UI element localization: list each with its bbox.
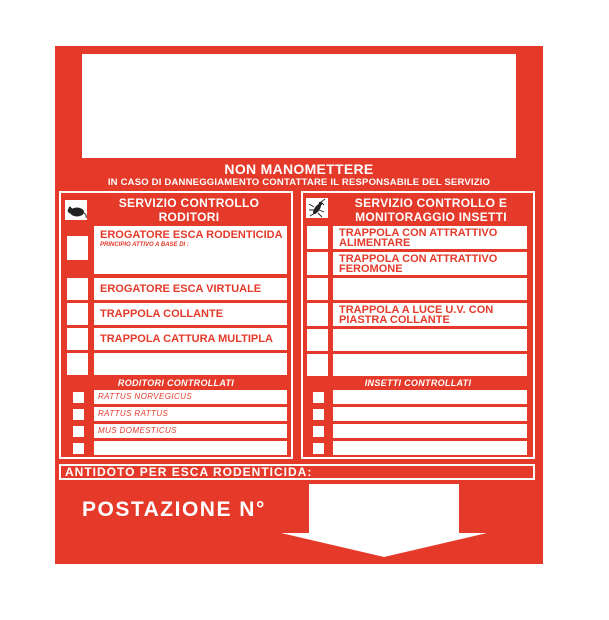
insect-row-1 xyxy=(333,226,527,249)
antidote-label: ANTIDOTO PER ESCA RODENTICIDA: xyxy=(65,465,313,479)
insect-section-title: INSETTI CONTROLLATI xyxy=(364,378,472,388)
rodent-checkbox-4[interactable] xyxy=(67,328,88,350)
species-3-label: MUS DOMESTICUS xyxy=(98,426,177,435)
insect-icon-box xyxy=(306,198,328,218)
sign-title: NON MANOMETTERE xyxy=(224,161,374,177)
insect-species-row-4 xyxy=(333,441,527,455)
station-number-field[interactable] xyxy=(309,484,459,534)
insect-row-2-line2: FEROMONE xyxy=(339,263,403,275)
sign-subtitle: IN CASO DI DANNEGGIAMENTO CONTATTARE IL RESPONSABILE DEL SERVIZIO xyxy=(107,177,491,188)
species-checkbox-2[interactable] xyxy=(73,409,84,420)
rodent-checkbox-5[interactable] xyxy=(67,353,88,375)
rodent-checkbox-3[interactable] xyxy=(67,303,88,325)
species-checkbox-3[interactable] xyxy=(73,426,84,437)
rodent-header-line2: RODITORI xyxy=(158,210,220,224)
insect-species-checkbox-2[interactable] xyxy=(313,409,324,420)
insect-checkbox-6[interactable] xyxy=(307,354,328,376)
insect-checkbox-3[interactable] xyxy=(307,278,328,300)
insect-row-4-line2: PIASTRA COLLANTE xyxy=(339,314,450,326)
pest-control-sign xyxy=(55,46,543,564)
insect-checkbox-2[interactable] xyxy=(307,252,328,275)
insect-row-4 xyxy=(333,303,527,326)
insect-checkbox-5[interactable] xyxy=(307,329,328,351)
species-row-4 xyxy=(94,441,287,455)
top-blank-area xyxy=(82,54,516,158)
down-arrow-icon xyxy=(281,533,487,557)
rodent-row-1-sub: PRINCIPIO ATTIVO A BASE DI : xyxy=(100,242,189,248)
insect-header-line1: SERVIZIO CONTROLLO E xyxy=(354,196,508,210)
rodent-row-5 xyxy=(94,353,287,375)
rodent-checkbox-2[interactable] xyxy=(67,278,88,300)
insect-row-3 xyxy=(333,278,527,300)
insect-species-checkbox-3[interactable] xyxy=(313,426,324,437)
rodent-row-2-label: EROGATORE ESCA VIRTUALE xyxy=(100,283,262,295)
insect-row-2-line1: TRAPPOLA CON ATTRATTIVO xyxy=(339,253,498,265)
insect-row-1-line1: TRAPPOLA CON ATTRATTIVO xyxy=(339,227,498,239)
insect-species-row-1 xyxy=(333,390,527,404)
insect-checkbox-4[interactable] xyxy=(307,303,328,326)
species-checkbox-1[interactable] xyxy=(73,392,84,403)
rodent-row-4-label: TRAPPOLA CATTURA MULTIPLA xyxy=(100,333,273,345)
rodent-row-2 xyxy=(94,278,287,300)
insect-species-checkbox-1[interactable] xyxy=(313,392,324,403)
insect-checkbox-1[interactable] xyxy=(307,226,328,249)
insect-species-row-2 xyxy=(333,407,527,421)
insect-icon xyxy=(306,198,328,218)
species-checkbox-4[interactable] xyxy=(73,443,84,454)
species-2-label: RATTUS RATTUS xyxy=(98,409,169,418)
rodent-row-3-label: TRAPPOLA COLLANTE xyxy=(100,308,224,320)
insect-row-2 xyxy=(333,252,527,275)
rodent-icon-box xyxy=(65,200,87,220)
rodent-row-1 xyxy=(94,226,287,274)
species-1-label: RATTUS NORVEGICUS xyxy=(98,392,193,401)
insect-species-row-3 xyxy=(333,424,527,438)
rodent-row-3 xyxy=(94,303,287,325)
rodent-header-line1: SERVIZIO CONTROLLO xyxy=(118,196,260,210)
species-row-1 xyxy=(94,390,287,404)
insect-row-6 xyxy=(333,354,527,376)
species-row-2 xyxy=(94,407,287,421)
rodent-row-1-label: EROGATORE ESCA RODENTICIDA xyxy=(100,229,283,241)
insect-header-line2: MONITORAGGIO INSETTI xyxy=(355,210,507,224)
rodent-section-title: RODITORI CONTROLLATI xyxy=(117,378,235,388)
rodent-icon xyxy=(65,200,87,220)
rodent-row-4 xyxy=(94,328,287,350)
insect-row-1-line2: ALIMENTARE xyxy=(339,237,411,249)
species-row-3 xyxy=(94,424,287,438)
insect-species-checkbox-4[interactable] xyxy=(313,443,324,454)
insect-row-4-line1: TRAPPOLA A LUCE U.V. CON xyxy=(339,304,494,316)
insect-row-5 xyxy=(333,329,527,351)
station-label: POSTAZIONE N° xyxy=(82,498,266,521)
rodent-checkbox-1[interactable] xyxy=(67,236,88,260)
